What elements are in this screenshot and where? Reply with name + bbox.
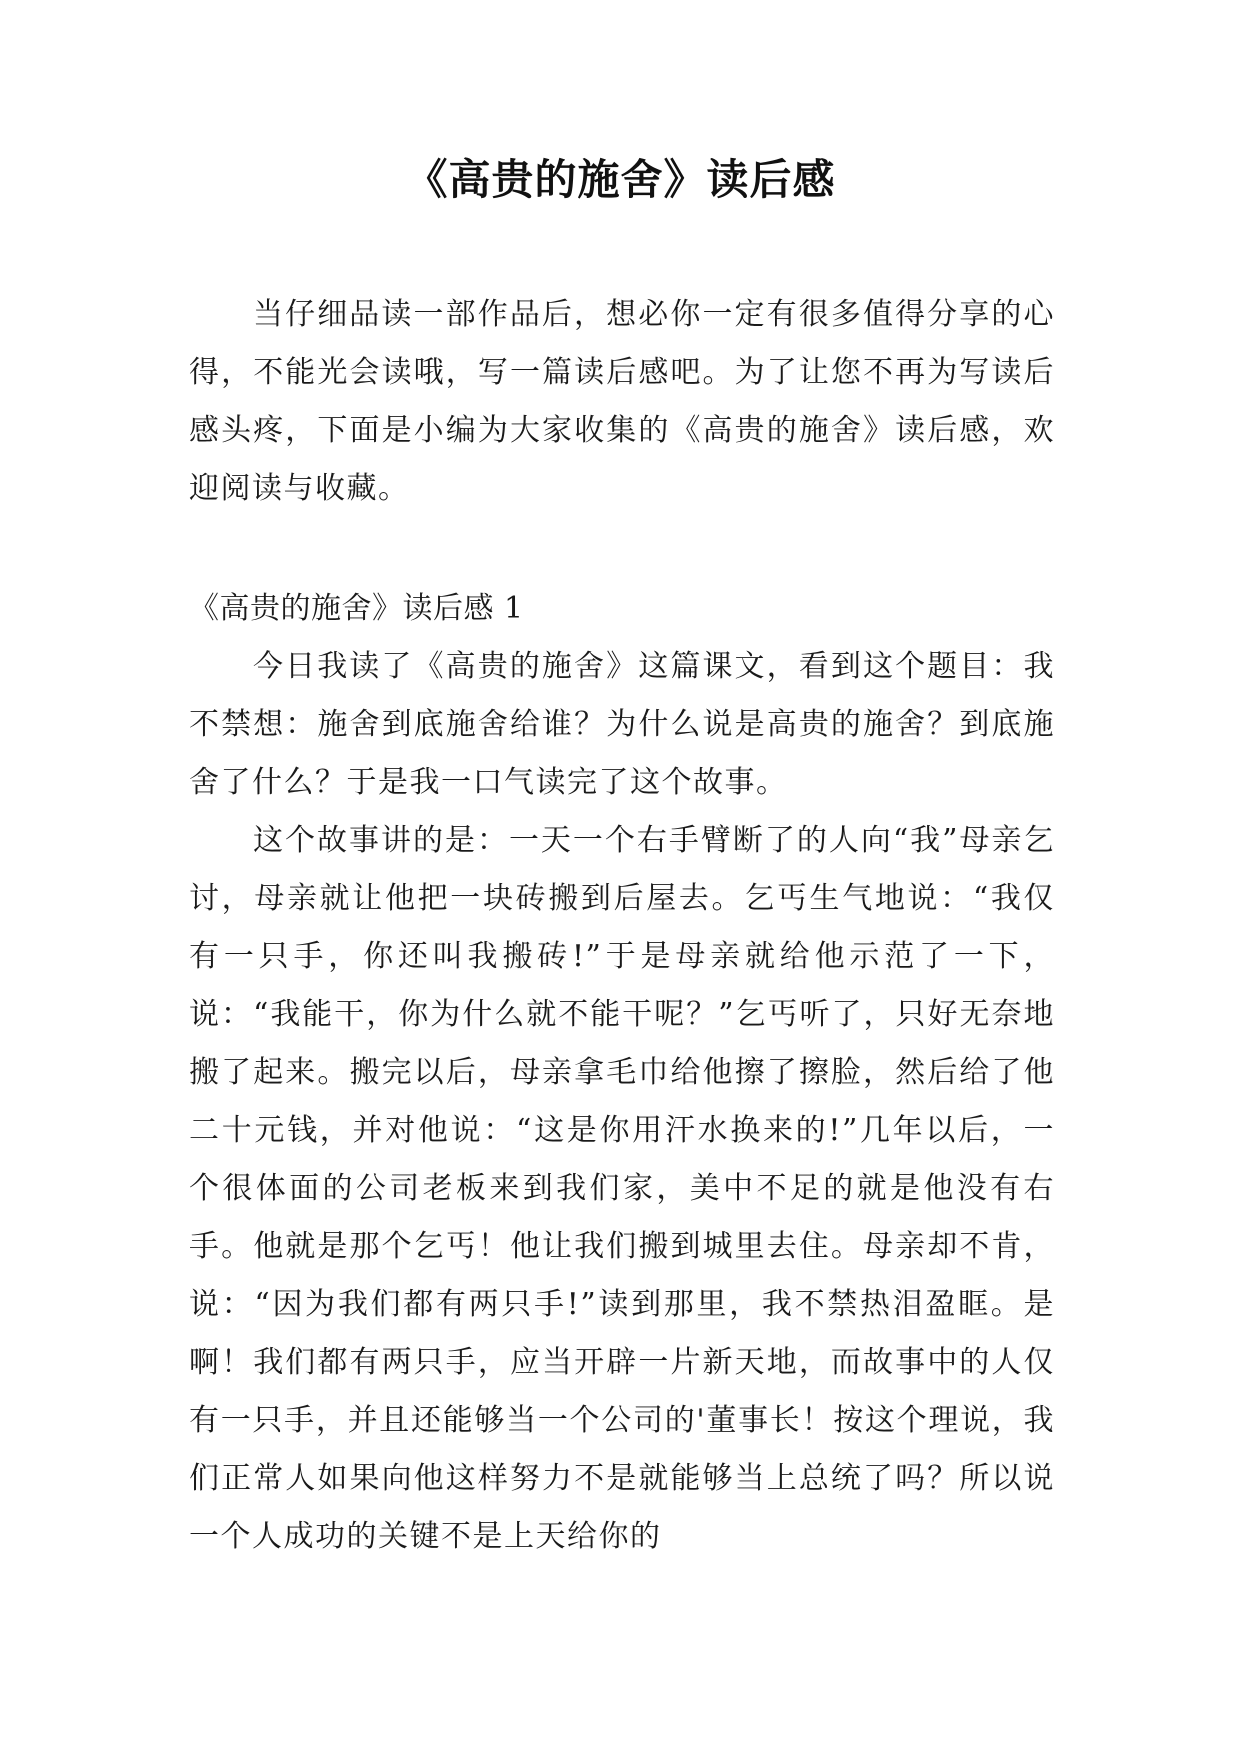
body-paragraph: 这个故事讲的是：一天一个右手臂断了的人向“我”母亲乞讨，母亲就让他把一块砖搬到后屋去。乞丐生气地说：“我仅有一只手，你还叫我搬砖!”于是母亲就给他示范了一下，说：“我能干，你为什么就不能干呢？”乞丐听了，只好无奈地搬了起来。搬完以后，母亲拿毛巾给他擦了擦脸，然后给了他二十元钱，并对他说：“这是你用汗水换来的!”几年以后，一个很体面的公司老板来到我们家，美中不足的就是他没有右手。他就是那个乞丐！他让我们搬到城里去住。母亲却不肯，说：“因为我们都有两只手!”读到那里，我不禁热泪盈眶。是啊！我们都有两只手，应当开辟一片新天地，而故事中的人仅有一只手，并且还能够当一个公司的'董事长！按这个理说，我们正常人如果向他这样努力不是就能够当上总统了吗？所以说一个人成功的关键不是上天给你的	[189, 823, 1055, 1554]
section-body	[189, 638, 1055, 1566]
section-heading: 《高贵的施舍》读后感 1	[189, 591, 524, 626]
body-paragraph: 今日我读了《高贵的施舍》这篇课文，看到这个题目：我不禁想：施舍到底施舍给谁？为什么说是高贵的施舍？到底施舍了什么？于是我一口气读完了这个故事。	[189, 649, 1055, 800]
intro-paragraph: 当仔细品读一部作品后，想必你一定有很多值得分享的心得，不能光会读哦，写一篇读后感吧。为了让您不再为写读后感头疼，下面是小编为大家收集的《高贵的施舍》读后感，欢迎阅读与收藏。	[189, 297, 1055, 506]
page-title: 《高贵的施舍》读后感	[405, 155, 836, 204]
intro-block	[189, 286, 1055, 518]
